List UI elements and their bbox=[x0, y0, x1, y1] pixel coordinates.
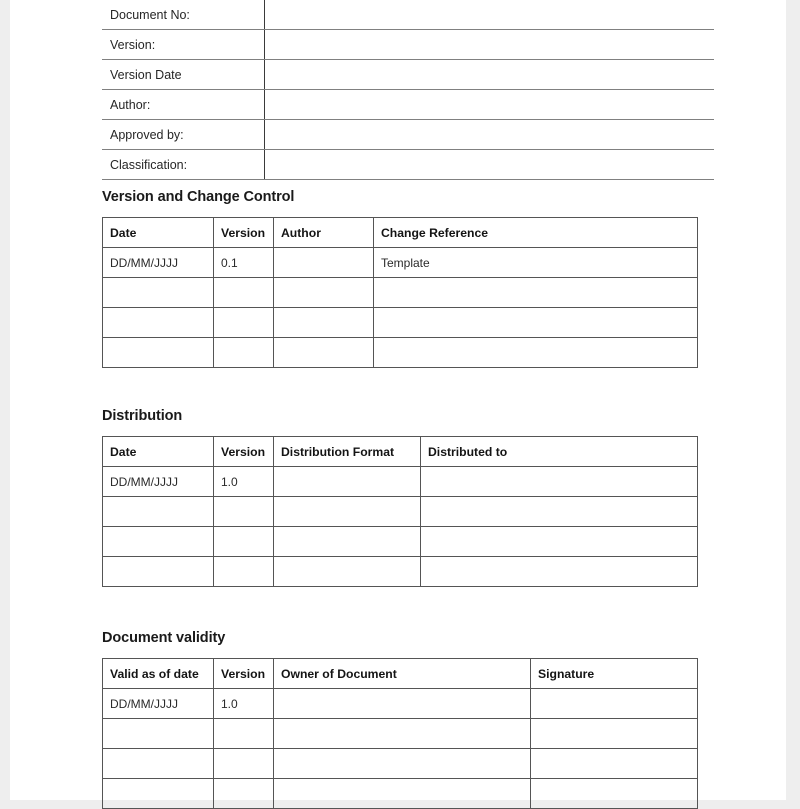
table-cell[interactable] bbox=[531, 749, 698, 779]
table-cell[interactable] bbox=[103, 719, 214, 749]
document-meta-body bbox=[102, 0, 714, 180]
meta-field-label: Version Date bbox=[102, 60, 265, 90]
table-cell[interactable] bbox=[103, 527, 214, 557]
table-header-row bbox=[103, 437, 698, 467]
table-row bbox=[103, 749, 698, 779]
spacer bbox=[102, 648, 702, 658]
meta-row bbox=[102, 60, 714, 90]
table-cell[interactable] bbox=[214, 749, 274, 779]
meta-row bbox=[102, 150, 714, 180]
table-cell[interactable] bbox=[274, 779, 531, 809]
table-cell[interactable] bbox=[274, 338, 374, 368]
table-row bbox=[103, 527, 698, 557]
table-cell[interactable] bbox=[103, 308, 214, 338]
section-table bbox=[102, 217, 698, 368]
section-table bbox=[102, 436, 698, 587]
table-row bbox=[103, 779, 698, 809]
table-cell[interactable] bbox=[214, 557, 274, 587]
table-cell[interactable]: 0.1 bbox=[214, 248, 274, 278]
meta-field-label: Author: bbox=[102, 90, 265, 120]
column-header: Version bbox=[214, 437, 274, 467]
table-cell[interactable] bbox=[274, 308, 374, 338]
table-cell[interactable] bbox=[421, 557, 698, 587]
meta-field-label: Approved by: bbox=[102, 120, 265, 150]
table-cell[interactable] bbox=[214, 719, 274, 749]
meta-field-value[interactable] bbox=[265, 0, 715, 30]
column-header: Date bbox=[103, 218, 214, 248]
meta-field-value[interactable] bbox=[265, 120, 715, 150]
meta-field-label: Classification: bbox=[102, 150, 265, 180]
spacer bbox=[102, 426, 702, 436]
table-cell[interactable] bbox=[274, 497, 421, 527]
table-cell[interactable] bbox=[274, 278, 374, 308]
meta-field-value[interactable] bbox=[265, 150, 715, 180]
table-cell[interactable] bbox=[274, 248, 374, 278]
table-cell[interactable] bbox=[274, 689, 531, 719]
column-header: Date bbox=[103, 437, 214, 467]
table-cell[interactable] bbox=[103, 497, 214, 527]
column-header: Author bbox=[274, 218, 374, 248]
table-row bbox=[103, 308, 698, 338]
table-header-row bbox=[103, 659, 698, 689]
section-title: Document validity bbox=[102, 630, 226, 646]
table-row bbox=[103, 467, 698, 497]
table-cell[interactable] bbox=[274, 467, 421, 497]
column-header: Change Reference bbox=[374, 218, 698, 248]
table-cell[interactable] bbox=[274, 527, 421, 557]
table-cell[interactable]: DD/MM/JJJJ bbox=[103, 689, 214, 719]
table-cell[interactable] bbox=[103, 278, 214, 308]
spacer bbox=[102, 207, 702, 217]
table-cell[interactable] bbox=[274, 719, 531, 749]
table-row bbox=[103, 497, 698, 527]
column-header: Version bbox=[214, 659, 274, 689]
table-cell[interactable]: Template bbox=[374, 248, 698, 278]
column-header: Owner of Document bbox=[274, 659, 531, 689]
meta-row bbox=[102, 90, 714, 120]
table-row bbox=[103, 719, 698, 749]
spacer bbox=[102, 180, 702, 187]
table-cell[interactable] bbox=[421, 467, 698, 497]
table-cell[interactable] bbox=[103, 749, 214, 779]
column-header: Signature bbox=[531, 659, 698, 689]
table-row bbox=[103, 557, 698, 587]
table-cell[interactable] bbox=[374, 338, 698, 368]
table-cell[interactable] bbox=[274, 557, 421, 587]
section-title: Distribution bbox=[102, 408, 183, 424]
meta-row bbox=[102, 0, 714, 30]
table-cell[interactable]: DD/MM/JJJJ bbox=[103, 248, 214, 278]
table-cell[interactable] bbox=[274, 749, 531, 779]
document-page bbox=[10, 0, 786, 800]
table-cell[interactable] bbox=[214, 278, 274, 308]
meta-row bbox=[102, 30, 714, 60]
table-cell[interactable] bbox=[374, 308, 698, 338]
table-cell[interactable] bbox=[214, 779, 274, 809]
table-row bbox=[103, 338, 698, 368]
section-table bbox=[102, 658, 698, 809]
table-cell[interactable] bbox=[531, 779, 698, 809]
table-cell[interactable] bbox=[103, 779, 214, 809]
meta-row bbox=[102, 120, 714, 150]
meta-field-value[interactable] bbox=[265, 90, 715, 120]
table-cell[interactable]: 1.0 bbox=[214, 467, 274, 497]
meta-field-label: Document No: bbox=[102, 0, 265, 30]
meta-field-value[interactable] bbox=[265, 60, 715, 90]
section-title: Version and Change Control bbox=[102, 189, 295, 205]
table-cell[interactable] bbox=[214, 527, 274, 557]
table-cell[interactable] bbox=[531, 719, 698, 749]
column-header: Version bbox=[214, 218, 274, 248]
spacer bbox=[102, 368, 702, 406]
column-header: Valid as of date bbox=[103, 659, 214, 689]
spacer bbox=[102, 587, 702, 628]
table-cell[interactable] bbox=[214, 308, 274, 338]
meta-field-label: Version: bbox=[102, 30, 265, 60]
meta-field-value[interactable] bbox=[265, 30, 715, 60]
table-row bbox=[103, 248, 698, 278]
table-cell[interactable] bbox=[103, 338, 214, 368]
table-cell[interactable]: DD/MM/JJJJ bbox=[103, 467, 214, 497]
table-header-row bbox=[103, 218, 698, 248]
table-row bbox=[103, 689, 698, 719]
column-header: Distributed to bbox=[421, 437, 698, 467]
table-cell[interactable] bbox=[421, 497, 698, 527]
document-sections bbox=[102, 187, 702, 809]
column-header: Distribution Format bbox=[274, 437, 421, 467]
table-cell[interactable] bbox=[103, 557, 214, 587]
table-cell[interactable] bbox=[374, 278, 698, 308]
table-cell[interactable] bbox=[214, 497, 274, 527]
table-cell[interactable]: 1.0 bbox=[214, 689, 274, 719]
table-cell[interactable] bbox=[421, 527, 698, 557]
table-cell[interactable] bbox=[531, 689, 698, 719]
document-meta-table bbox=[102, 0, 714, 180]
document-content bbox=[102, 0, 702, 809]
table-row bbox=[103, 278, 698, 308]
table-cell[interactable] bbox=[214, 338, 274, 368]
